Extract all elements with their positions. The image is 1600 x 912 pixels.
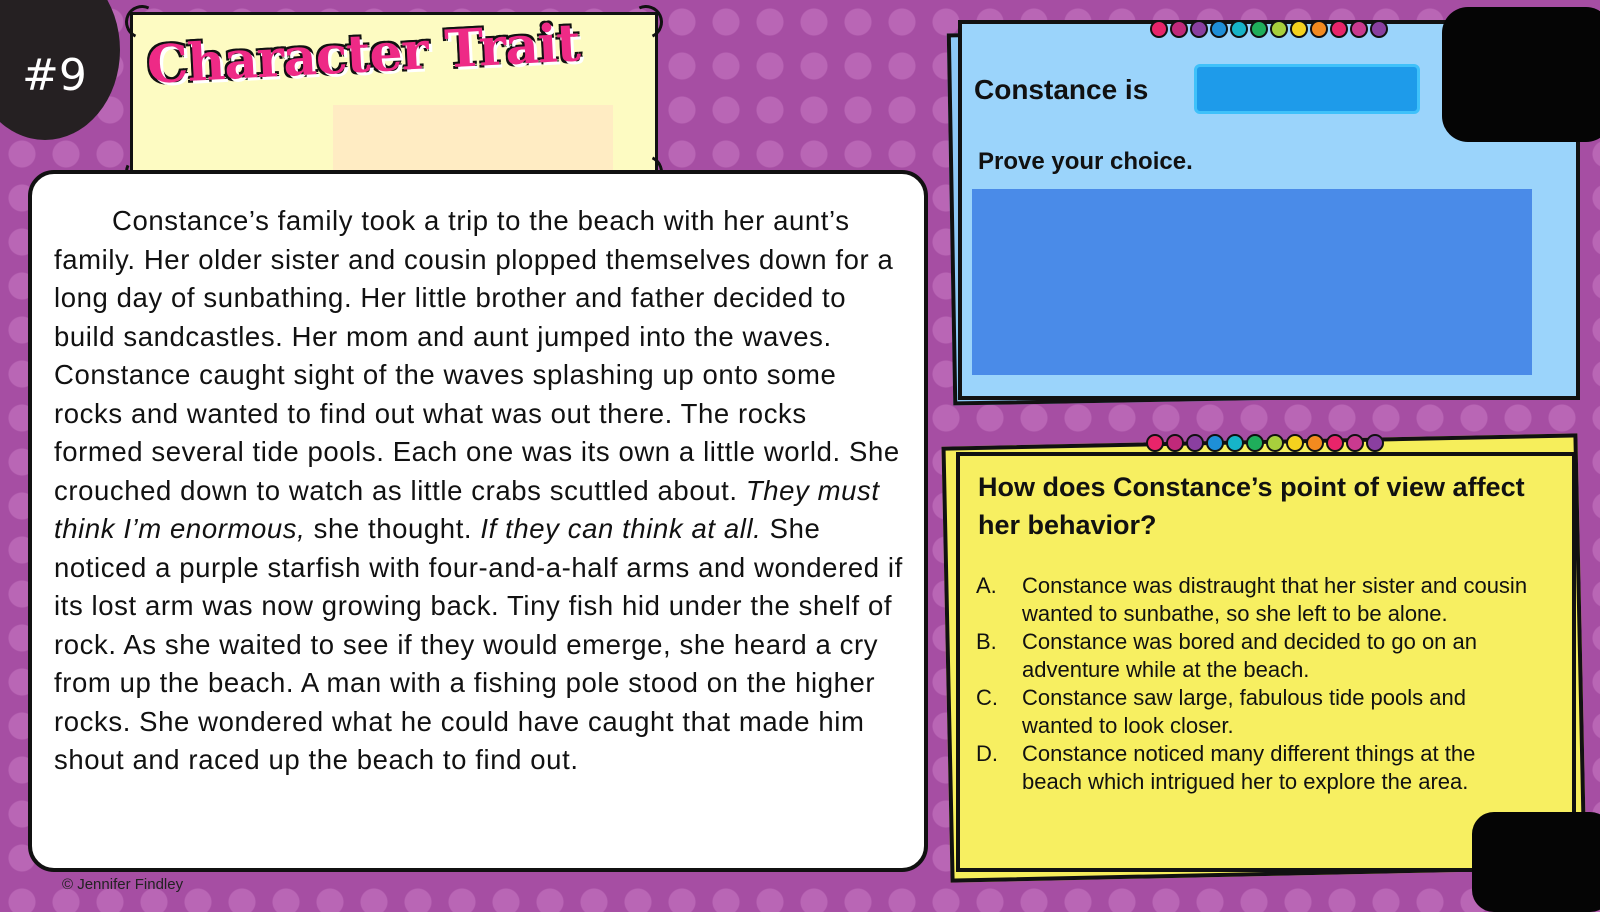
dot-strip bbox=[1146, 434, 1386, 452]
decorative-dot bbox=[1306, 434, 1324, 452]
answer-options bbox=[976, 572, 1536, 796]
decorative-dot bbox=[1266, 434, 1284, 452]
option-c[interactable] bbox=[976, 684, 1536, 740]
decorative-dot bbox=[1366, 434, 1384, 452]
decorative-dot bbox=[1246, 434, 1264, 452]
black-block bbox=[1442, 7, 1600, 142]
option-text: Constance noticed many different things at the beach which intrigued her to explore the area. bbox=[1022, 741, 1476, 794]
option-letter: A. bbox=[976, 573, 997, 598]
decorative-dot bbox=[1250, 20, 1268, 38]
badge-number: #9 bbox=[22, 50, 87, 101]
story-card bbox=[28, 170, 928, 872]
copyright-text: © Jennifer Findley bbox=[62, 876, 184, 893]
decorative-dot bbox=[1270, 20, 1288, 38]
decorative-dot bbox=[1346, 434, 1364, 452]
decorative-dot bbox=[1326, 434, 1344, 452]
option-b[interactable] bbox=[976, 628, 1536, 684]
trait-label: Constance is bbox=[974, 74, 1149, 105]
story-passage: Constance’s family took a trip to the beach with her aunt’s family. Her older sister and cousin plopped themselves down for a long day of sunbathing. Her little brother and father decided to build sandcastles. Her mom and aunt jumped into the waves. Constance caught sight of the waves splashing up onto some rocks and wanted to find out what was out there. The rocks formed several tide pools. Each one was its own a little world. She crouched down to watch as little crabs scuttled about. They must think I’m enormous, she thought. If they can think at all. She noticed a purple starfish with four-and-a-half arms and wondered if its lost arm was now growing back. Tiny fish hid under the shelf of rock. As she waited to see if they would emerge, she heard a cry from up the beach. A man with a fishing pole stood on the higher rocks. She wondered what he could have caught that made him shout and raced up the beach to find out. bbox=[54, 205, 903, 775]
black-block bbox=[1472, 812, 1600, 912]
number-badge bbox=[0, 0, 120, 140]
option-a[interactable] bbox=[976, 572, 1536, 628]
title-card bbox=[130, 12, 658, 182]
decorative-dot bbox=[1330, 20, 1348, 38]
corner-curl-icon bbox=[624, 0, 668, 44]
option-text: Constance saw large, fabulous tide pools and wanted to look closer. bbox=[1022, 685, 1466, 738]
decorative-dot bbox=[1230, 20, 1248, 38]
option-text: Constance was bored and decided to go on an adventure while at the beach. bbox=[1022, 629, 1477, 682]
title-blank-area bbox=[333, 105, 613, 180]
trait-answer-field[interactable] bbox=[1194, 64, 1420, 114]
decorative-dot bbox=[1206, 434, 1224, 452]
option-letter: C. bbox=[976, 685, 998, 710]
option-letter: B. bbox=[976, 629, 997, 654]
decorative-dot bbox=[1350, 20, 1368, 38]
decorative-dot bbox=[1166, 434, 1184, 452]
decorative-dot bbox=[1146, 434, 1164, 452]
option-letter: D. bbox=[976, 741, 998, 766]
decorative-dot bbox=[1286, 434, 1304, 452]
prove-answer-area[interactable] bbox=[972, 189, 1532, 375]
option-d[interactable] bbox=[976, 740, 1536, 796]
prove-label: Prove your choice. bbox=[978, 148, 1193, 175]
decorative-dot bbox=[1190, 20, 1208, 38]
decorative-dot bbox=[1186, 434, 1204, 452]
question-text: How does Constance’s point of view affect her behavior? bbox=[978, 472, 1525, 540]
decorative-dot bbox=[1210, 20, 1228, 38]
decorative-dot bbox=[1170, 20, 1188, 38]
question-card bbox=[956, 452, 1576, 872]
option-text: Constance was distraught that her sister and cousin wanted to sunbathe, so she left to be alone. bbox=[1022, 573, 1528, 626]
page-title: Character Trait bbox=[145, 12, 582, 96]
decorative-dot bbox=[1226, 434, 1244, 452]
decorative-dot bbox=[1310, 20, 1328, 38]
dot-strip bbox=[1150, 20, 1390, 38]
decorative-dot bbox=[1150, 20, 1168, 38]
decorative-dot bbox=[1290, 20, 1308, 38]
decorative-dot bbox=[1370, 20, 1388, 38]
